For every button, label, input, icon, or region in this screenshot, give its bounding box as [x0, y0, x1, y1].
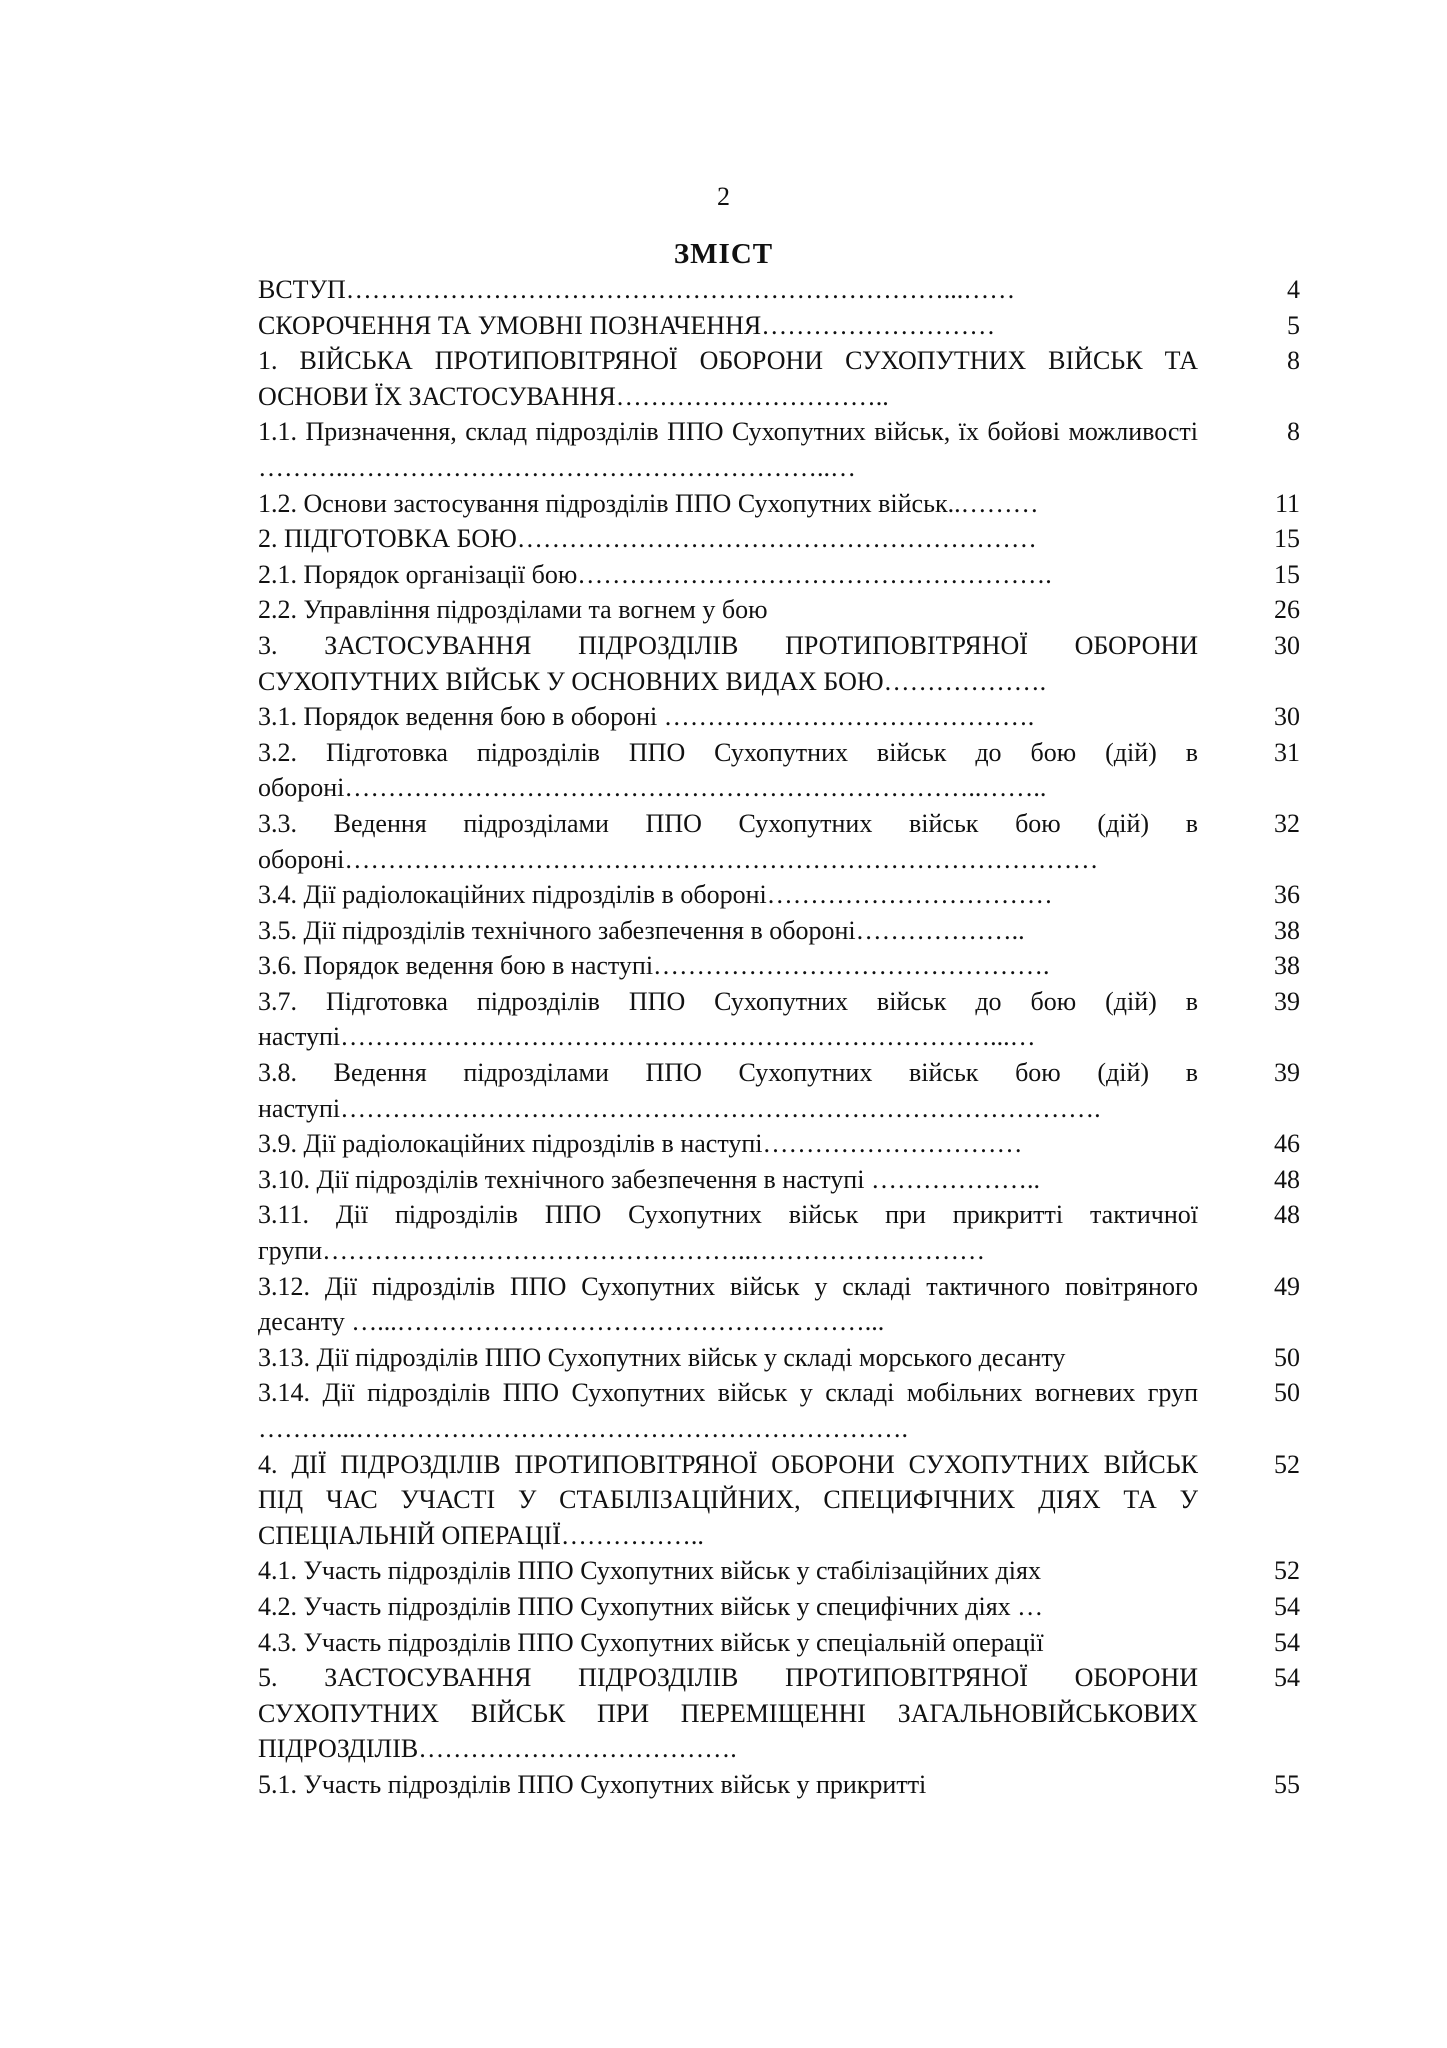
toc-entry-title: 3.4. Дії радіолокаційних підрозділів в обороні…………………………… — [258, 880, 1053, 910]
toc-entry-page: 55 — [1274, 1769, 1300, 1799]
toc-entry — [258, 1055, 1300, 1126]
toc-entry-title: 1. ВІЙСЬКА ПРОТИПОВІТРЯНОЇ ОБОРОНИ СУХОПУТНИХ ВІЙСЬК ТА ОСНОВИ ЇХ ЗАСТОСУВАННЯ………………………….. — [258, 346, 1198, 411]
toc-entry-title: 2.1. Порядок організації бою………………………………………………. — [258, 559, 1052, 589]
toc-entry-title: 3.5. Дії підрозділів технічного забезпечення в обороні……………….. — [258, 915, 1025, 945]
toc-entry — [258, 272, 1300, 308]
toc-entry-title: 3.9. Дії радіолокаційних підрозділів в наступі………………………… — [258, 1129, 1023, 1159]
toc-entry — [258, 592, 1300, 628]
toc-entry-title: 4. ДІЇ ПІДРОЗДІЛІВ ПРОТИПОВІТРЯНОЇ ОБОРОНИ СУХОПУТНИХ ВІЙСЬК ПІД ЧАС УЧАСТІ У СТАБІЛІЗАЦІЙНИХ, СПЕЦИФІЧНИХ ДІЯХ ТА У СПЕЦІАЛЬНІЙ ОПЕРАЦІЇ…………….. — [258, 1449, 1198, 1550]
toc-entry — [258, 1197, 1300, 1268]
toc-entry — [258, 1767, 1300, 1803]
toc-entry-page: 15 — [1274, 524, 1300, 554]
toc-entry-title: ВСТУП……………………………………………………………...…… — [258, 275, 1016, 304]
toc-entry-page: 38 — [1274, 915, 1300, 945]
toc-entry — [258, 343, 1300, 414]
toc-entry — [258, 521, 1300, 557]
toc-entry — [258, 557, 1300, 593]
toc-entry — [258, 1162, 1300, 1198]
toc-entry-page: 15 — [1274, 559, 1300, 589]
toc-entry-title: 3.14. Дії підрозділів ППО Сухопутних військ у складі мобільних вогневих груп ………...………………………………………………………. — [258, 1378, 1198, 1443]
toc-entry-page: 31 — [1274, 737, 1300, 767]
toc-entry — [258, 1660, 1300, 1767]
toc-entry-title: 5. ЗАСТОСУВАННЯ ПІДРОЗДІЛІВ ПРОТИПОВІТРЯНОЇ ОБОРОНИ СУХОПУТНИХ ВІЙСЬК ПРИ ПЕРЕМІЩЕННІ ЗАГАЛЬНОВІЙСЬКОВИХ ПІДРОЗДІЛІВ………………………………. — [258, 1663, 1198, 1764]
toc-entry-page: 38 — [1274, 951, 1300, 981]
toc-entry-title: 1.2. Основи застосування підрозділів ППО Сухопутних військ..……… — [258, 488, 1039, 518]
toc-entry-page: 4 — [1287, 275, 1300, 304]
toc-entry — [258, 877, 1300, 913]
toc-entry-page: 54 — [1274, 1663, 1300, 1693]
toc-entry-page: 39 — [1274, 986, 1300, 1016]
page-title: ЗМІСТ — [673, 238, 774, 270]
toc-entry-title: 3.3. Ведення підрозділами ППО Сухопутних військ бою (дій) в обороні…………………………………………………………………………… — [258, 808, 1198, 874]
toc-entry — [258, 308, 1300, 344]
toc-entry-title: 5.1. Участь підрозділів ППО Сухопутних військ у прикритті — [258, 1769, 927, 1799]
toc-entry-title: 2. ПІДГОТОВКА БОЮ…………………………………………………… — [258, 524, 1037, 554]
toc-entry — [258, 1553, 1300, 1589]
table-of-contents — [258, 272, 1300, 1803]
toc-entry-title: 4.3. Участь підрозділів ППО Сухопутних військ у спеціальній операції — [258, 1627, 1044, 1657]
toc-entry-title: 3.10. Дії підрозділів технічного забезпечення в наступі ……………….. — [258, 1164, 1040, 1194]
toc-entry-page: 30 — [1274, 702, 1300, 732]
toc-entry-title: 1.1. Призначення, склад підрозділів ППО Сухопутних військ, їх бойові можливості ………..………………………………………………..… — [258, 417, 1198, 482]
toc-entry-title: 4.1. Участь підрозділів ППО Сухопутних військ у стабілізаційних діях — [258, 1556, 1041, 1586]
toc-entry-page: 52 — [1274, 1556, 1300, 1586]
toc-entry — [258, 628, 1300, 699]
toc-entry-title: 3.11. Дії підрозділів ППО Сухопутних військ при прикритті тактичної групи…………………………………………..……………………… — [258, 1200, 1198, 1266]
toc-entry — [258, 735, 1300, 806]
toc-entry-title: 2.2. Управління підрозділами та вогнем у бою — [258, 595, 768, 625]
toc-entry — [258, 486, 1300, 522]
page-number: 2 — [717, 182, 730, 211]
toc-entry — [258, 913, 1300, 949]
toc-entry-page: 26 — [1274, 595, 1300, 625]
toc-entry-page: 52 — [1274, 1449, 1300, 1479]
toc-entry-page: 32 — [1274, 808, 1300, 838]
toc-entry — [258, 1340, 1300, 1376]
toc-entry — [258, 984, 1300, 1055]
toc-entry-title: 3. ЗАСТОСУВАННЯ ПІДРОЗДІЛІВ ПРОТИПОВІТРЯНОЇ ОБОРОНИ СУХОПУТНИХ ВІЙСЬК У ОСНОВНИХ ВИДАХ БОЮ………………. — [258, 630, 1198, 696]
toc-entry-title: СКОРОЧЕННЯ ТА УМОВНІ ПОЗНАЧЕННЯ……………………… — [258, 310, 996, 340]
toc-entry-title: 3.6. Порядок ведення бою в наступі………………………………………. — [258, 951, 1050, 981]
toc-entry-page: 8 — [1287, 417, 1300, 447]
toc-entry-page: 49 — [1274, 1271, 1300, 1301]
toc-entry — [258, 1447, 1300, 1554]
toc-entry-page: 48 — [1274, 1200, 1300, 1230]
toc-entry-page: 5 — [1287, 310, 1300, 340]
toc-entry-title: 3.13. Дії підрозділів ППО Сухопутних військ у складі морського десанту — [258, 1342, 1066, 1372]
toc-entry-page: 39 — [1274, 1058, 1300, 1088]
toc-entry — [258, 948, 1300, 984]
toc-entry-page: 50 — [1274, 1342, 1300, 1372]
toc-entry-page: 30 — [1274, 630, 1300, 660]
toc-entry-page: 48 — [1274, 1164, 1300, 1194]
toc-entry — [258, 1126, 1300, 1162]
toc-entry-title: 3.2. Підготовка підрозділів ППО Сухопутних військ до бою (дій) в обороні………………………………………………………………..…….. — [258, 737, 1198, 803]
toc-entry-title: 3.1. Порядок ведення бою в обороні ……………………………………. — [258, 702, 1035, 732]
toc-entry-page: 8 — [1287, 346, 1300, 376]
toc-entry — [258, 806, 1300, 877]
toc-entry-title: 3.8. Ведення підрозділами ППО Сухопутних військ бою (дій) в наступі……………………………………………………………………………. — [258, 1058, 1198, 1123]
toc-entry-page: 54 — [1274, 1591, 1300, 1621]
toc-entry — [258, 1375, 1300, 1446]
toc-entry-page: 54 — [1274, 1627, 1300, 1657]
toc-entry-page: 46 — [1274, 1129, 1300, 1159]
toc-entry-page: 50 — [1274, 1378, 1300, 1408]
toc-entry-title: 3.7. Підготовка підрозділів ППО Сухопутних військ до бою (дій) в наступі…………………………………………………………………...… — [258, 986, 1198, 1052]
toc-entry-title: 4.2. Участь підрозділів ППО Сухопутних військ у специфічних діях … — [258, 1591, 1044, 1621]
toc-entry — [258, 1589, 1300, 1625]
toc-entry — [258, 1625, 1300, 1661]
toc-entry-title: 3.12. Дії підрозділів ППО Сухопутних військ у складі тактичного повітряного десанту …...………………………………………………... — [258, 1271, 1198, 1337]
toc-entry — [258, 699, 1300, 735]
toc-entry — [258, 1269, 1300, 1340]
toc-entry — [258, 414, 1300, 485]
toc-entry-page: 11 — [1274, 488, 1300, 518]
toc-entry-page: 36 — [1274, 880, 1300, 910]
